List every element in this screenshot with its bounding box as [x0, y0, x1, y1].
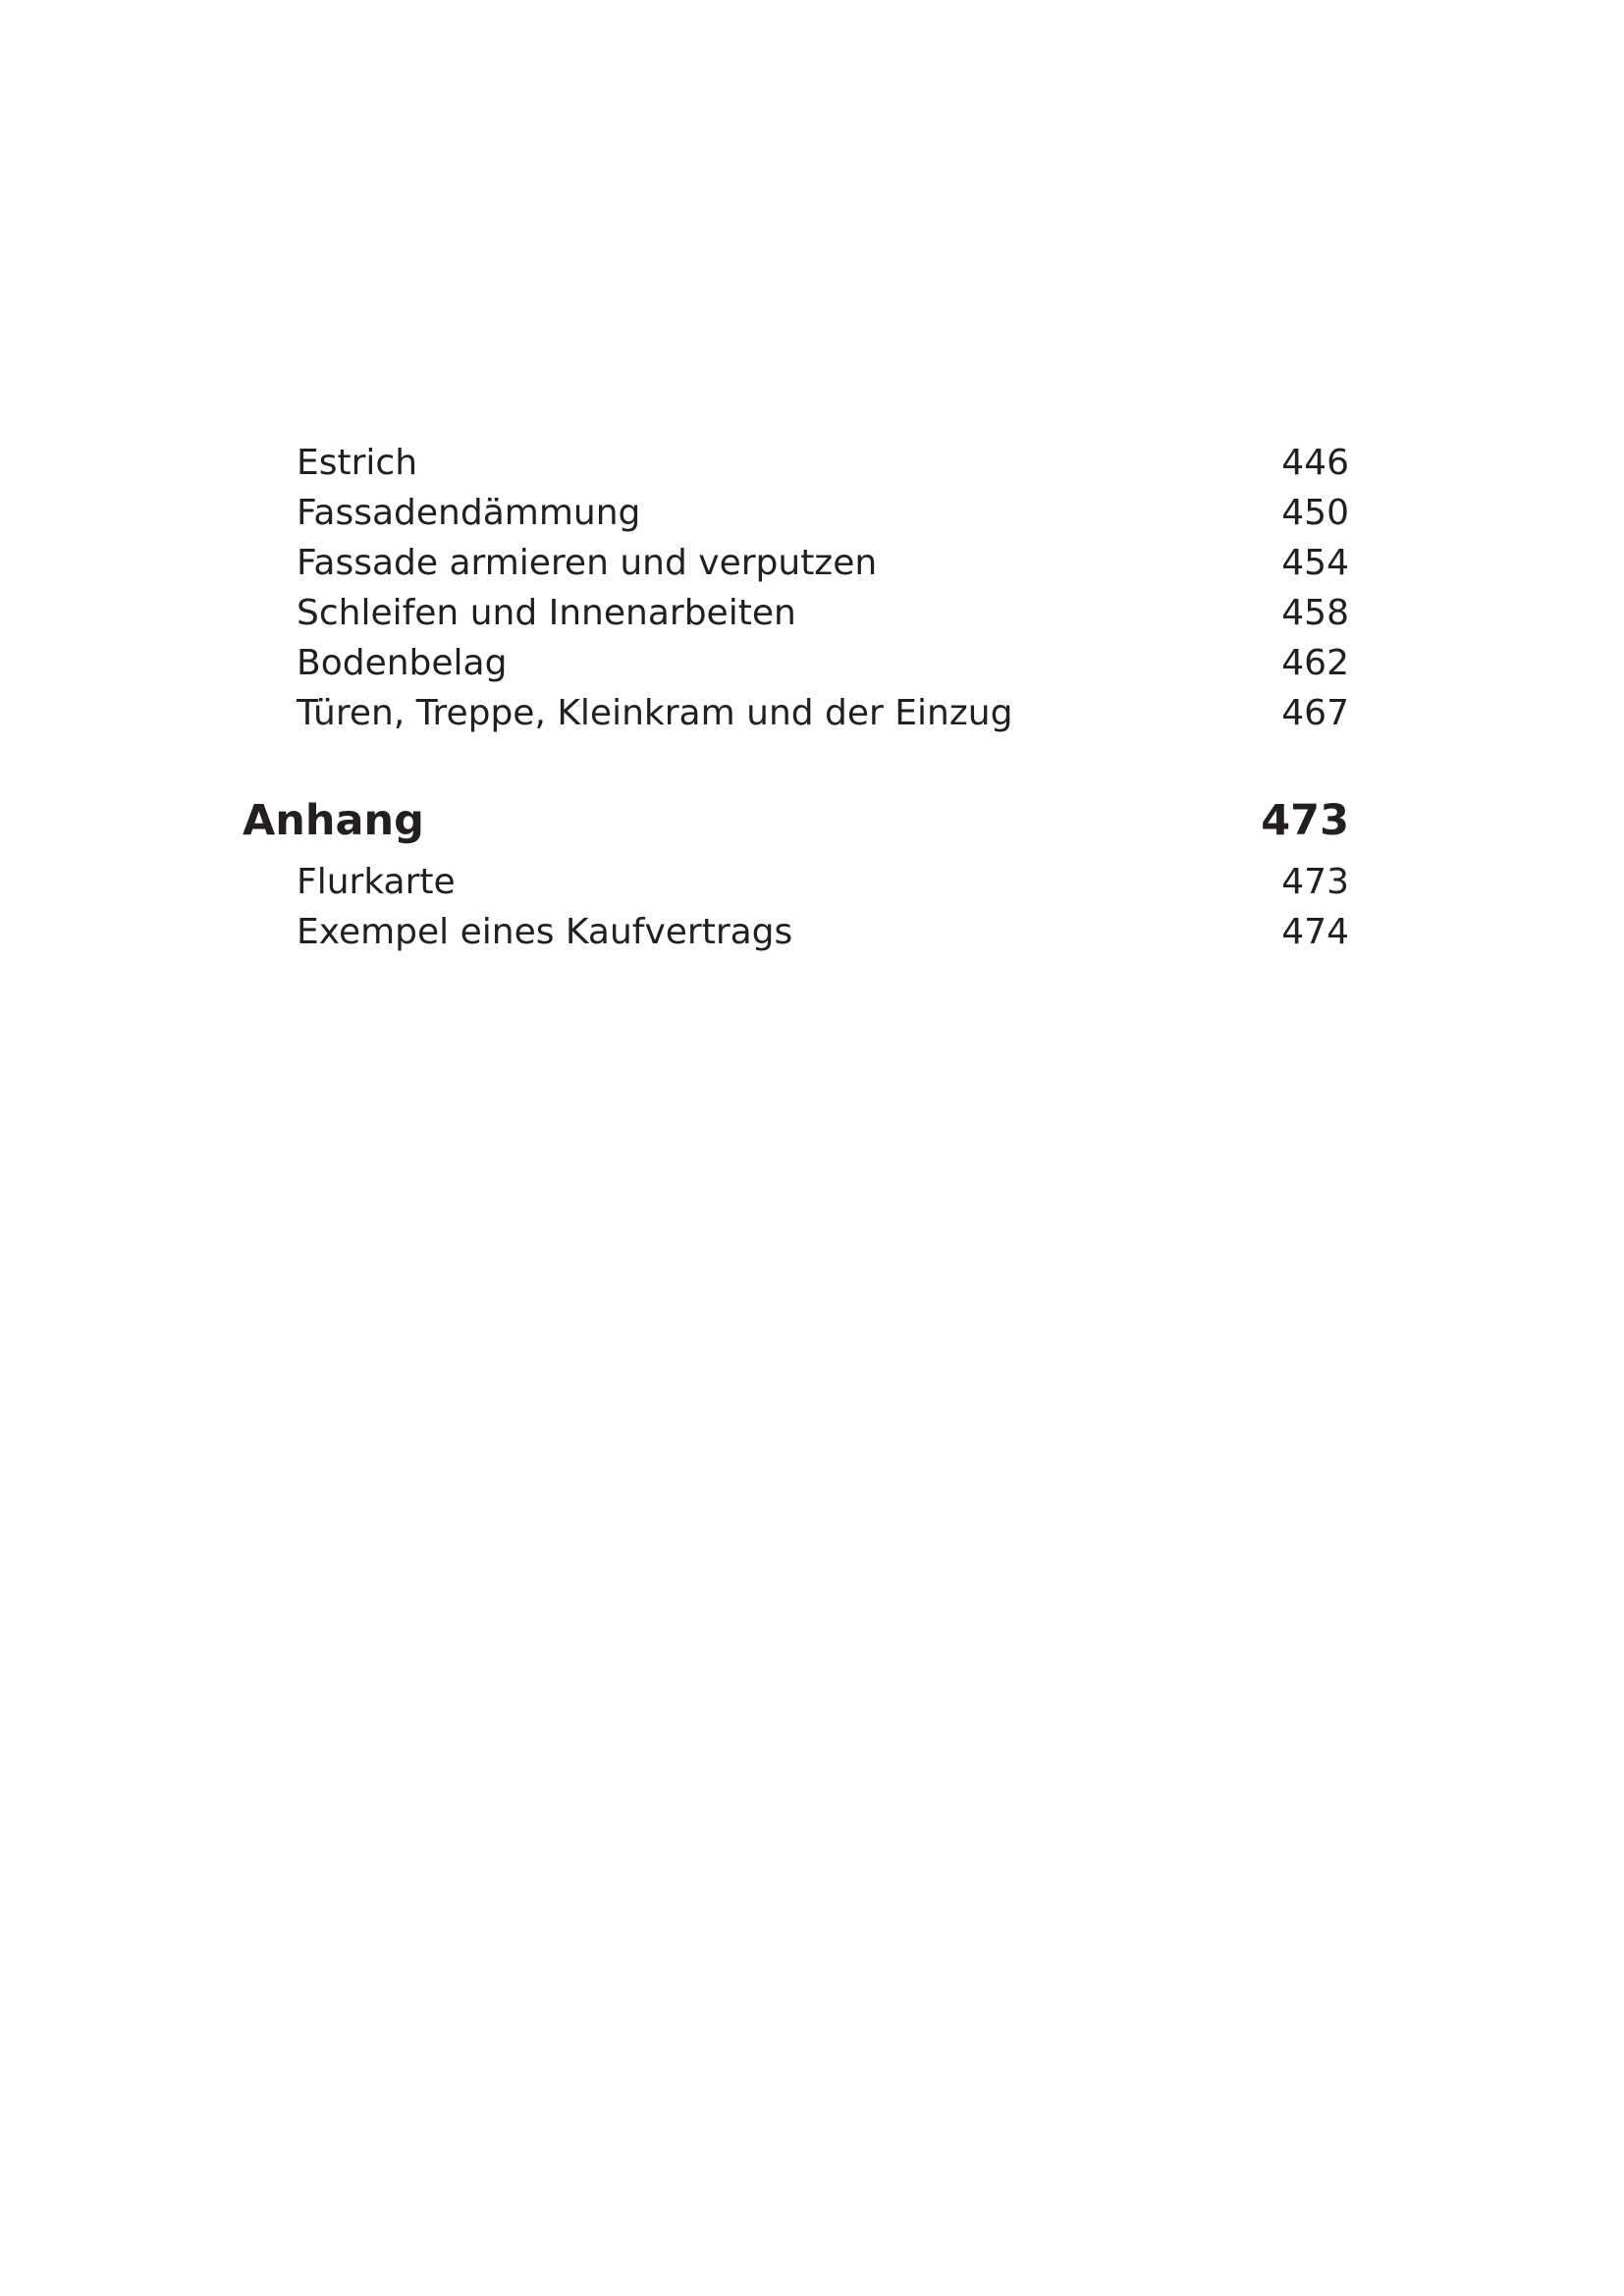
- toc-entry: [297, 439, 1349, 488]
- toc-entry-title: Fassadendämmung: [297, 493, 641, 533]
- toc-entry-page: 467: [1281, 693, 1349, 733]
- toc-entry-page: 474: [1281, 912, 1349, 952]
- toc-entry-page: 446: [1281, 443, 1349, 483]
- toc-entry-title: Estrich: [297, 443, 418, 483]
- toc-entry-title: Flurkarte: [297, 862, 456, 902]
- toc-entry-page: 450: [1281, 493, 1349, 533]
- toc-entry: [297, 639, 1349, 688]
- toc-entry-title: Türen, Treppe, Kleinkram und der Einzug: [297, 693, 1013, 733]
- toc-section-heading: [243, 791, 1349, 850]
- toc-entry-title: Fassade armieren und verputzen: [297, 543, 878, 583]
- toc-entry: [297, 489, 1349, 538]
- toc-entry-page: 462: [1281, 643, 1349, 683]
- toc-entry-title: Exempel eines Kaufvertrags: [297, 912, 793, 952]
- toc-section-page: 473: [1261, 796, 1349, 845]
- toc-entry-title: Bodenbelag: [297, 643, 508, 683]
- toc-entry: [297, 858, 1349, 907]
- toc-entry: [297, 539, 1349, 588]
- toc-entry-title: Schleifen und Innenarbeiten: [297, 593, 796, 633]
- toc-entry-page: 458: [1281, 593, 1349, 633]
- toc-entry: [297, 689, 1349, 738]
- toc-entry-page: 454: [1281, 543, 1349, 583]
- toc-section-title: Anhang: [243, 796, 424, 845]
- toc-entry-page: 473: [1281, 862, 1349, 902]
- toc-entry: [297, 589, 1349, 638]
- toc-entry: [297, 908, 1349, 957]
